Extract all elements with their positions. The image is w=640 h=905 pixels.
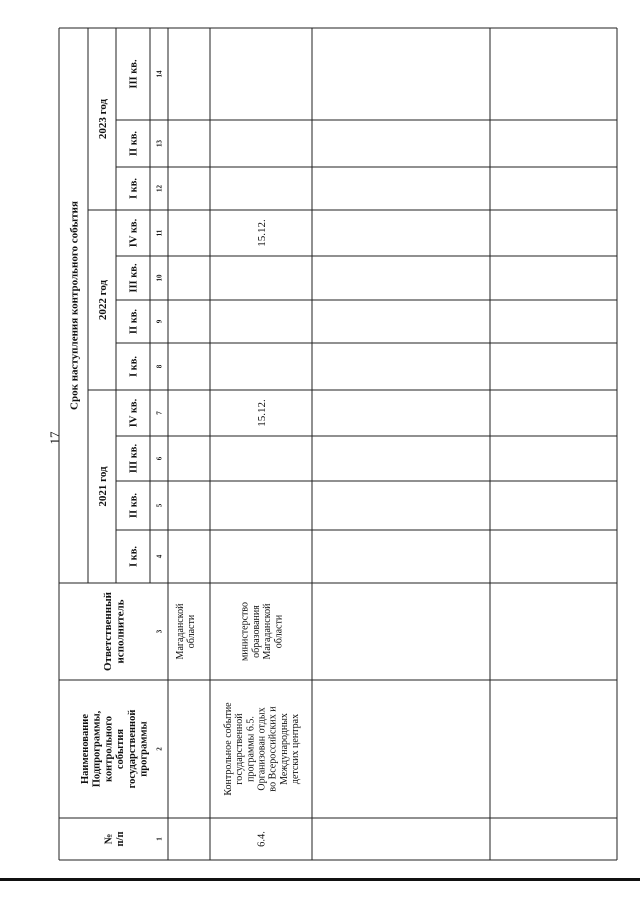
quarter-label <box>129 356 140 377</box>
row-executor-line: области <box>273 614 285 649</box>
quarter-label-line: II кв. <box>128 130 140 157</box>
quarter-label <box>129 218 140 247</box>
col-num-header <box>103 831 126 846</box>
quarter-label-line: III кв. <box>128 59 140 89</box>
row-name-line: Контрольное событие <box>222 702 234 796</box>
col-index-line: 9 <box>155 319 164 324</box>
col-index-line: 1 <box>155 837 164 841</box>
bottom-rule <box>0 878 640 881</box>
col-index-line: 12 <box>155 185 164 192</box>
quarter-label <box>129 178 140 199</box>
row-name-line: Организован отдых <box>256 707 268 791</box>
col-index <box>155 185 163 193</box>
quarter-label-line: IV кв. <box>128 398 140 428</box>
year-label-line: 2021 год <box>96 466 109 507</box>
col-index <box>155 837 163 841</box>
row-name-line: государственной <box>234 713 246 785</box>
year-label <box>97 279 109 320</box>
quarter-label-line: II кв. <box>128 492 140 519</box>
row-executor-line: Магаданской <box>174 603 186 660</box>
quarter-label <box>129 546 140 567</box>
quarter-label <box>129 444 140 474</box>
quarter-label <box>129 398 140 427</box>
period-title <box>68 201 80 410</box>
col-index-line: 13 <box>155 140 164 147</box>
col-exec-header-line: Ответственный <box>102 591 115 672</box>
col-index <box>155 629 163 633</box>
col-exec-header-line: исполнитель <box>114 599 127 664</box>
col-index-line: 2 <box>155 747 164 751</box>
quarter-label-line: III кв. <box>128 443 140 474</box>
col-index-line: 7 <box>155 411 164 415</box>
row-name-line: детских центрах <box>290 713 302 785</box>
quarter-label-line: III кв. <box>128 263 140 293</box>
row-number-line: 6.4. <box>256 831 268 847</box>
row-name-line: программы 6.5. <box>245 716 257 782</box>
row-executor-line: области <box>186 614 198 649</box>
col-num-header-line: № <box>103 833 115 845</box>
col-index <box>155 229 163 236</box>
quarter-label-line: II кв. <box>128 308 140 335</box>
col-index <box>155 274 163 282</box>
col-name-header-line: Подпрограммы, <box>91 710 103 788</box>
col-name-header-line: события <box>115 728 127 770</box>
row-executor-line: министерство <box>239 601 251 662</box>
quarter-value-line: 15.12. <box>255 399 268 427</box>
col-name-header-line: государственной <box>126 709 138 789</box>
quarter-label-line: I кв. <box>128 355 140 378</box>
col-index-line: 14 <box>155 70 164 78</box>
col-index <box>155 411 163 415</box>
row-name <box>223 702 301 796</box>
col-name-header-line: программы <box>138 721 150 777</box>
col-index <box>155 503 163 507</box>
period-title-line: Срок наступления контрольного события <box>68 201 81 410</box>
col-index-line: 10 <box>155 274 164 282</box>
row-executor <box>240 602 285 661</box>
col-index <box>155 70 163 78</box>
row-executor <box>175 603 197 660</box>
row-executor-line: Магаданской <box>262 603 274 660</box>
col-index-line: 8 <box>155 364 164 369</box>
col-index-line: 6 <box>155 456 164 461</box>
year-label <box>97 98 109 139</box>
col-index <box>155 140 163 148</box>
quarter-label-line: IV кв. <box>128 218 140 248</box>
col-index <box>155 456 163 460</box>
page-number: 17 <box>47 431 62 445</box>
col-exec-header <box>102 591 126 671</box>
row-name-line: Международных <box>278 713 290 785</box>
col-num-header-line: п/п <box>115 831 127 847</box>
col-index-line: 4 <box>155 554 164 559</box>
quarter-label <box>129 59 140 89</box>
col-name-header-line: контрольного <box>103 716 115 782</box>
quarter-label-line: I кв. <box>128 545 140 568</box>
quarter-label <box>129 131 140 157</box>
quarter-value <box>256 219 268 247</box>
quarter-label <box>129 493 140 519</box>
col-index-line: 3 <box>155 629 164 634</box>
col-name-header <box>80 710 150 789</box>
row-number <box>257 831 268 847</box>
row-name-line: во Всероссийских и <box>267 706 279 792</box>
quarter-label <box>129 263 140 293</box>
quarter-value <box>256 399 268 427</box>
year-label-line: 2023 год <box>96 98 109 140</box>
row-executor-line: образования <box>250 605 262 658</box>
col-index <box>155 554 163 558</box>
year-label-line: 2022 год <box>96 279 109 321</box>
year-label <box>97 466 109 507</box>
quarter-label <box>129 309 140 335</box>
quarter-value-line: 15.12. <box>255 219 268 247</box>
col-index-line: 5 <box>155 503 164 508</box>
quarter-label-line: I кв. <box>128 177 140 200</box>
col-name-header-line: Наименование <box>79 714 91 784</box>
col-index <box>155 747 163 751</box>
col-index <box>155 364 163 368</box>
col-index <box>155 319 163 323</box>
col-index-line: 11 <box>155 229 164 237</box>
